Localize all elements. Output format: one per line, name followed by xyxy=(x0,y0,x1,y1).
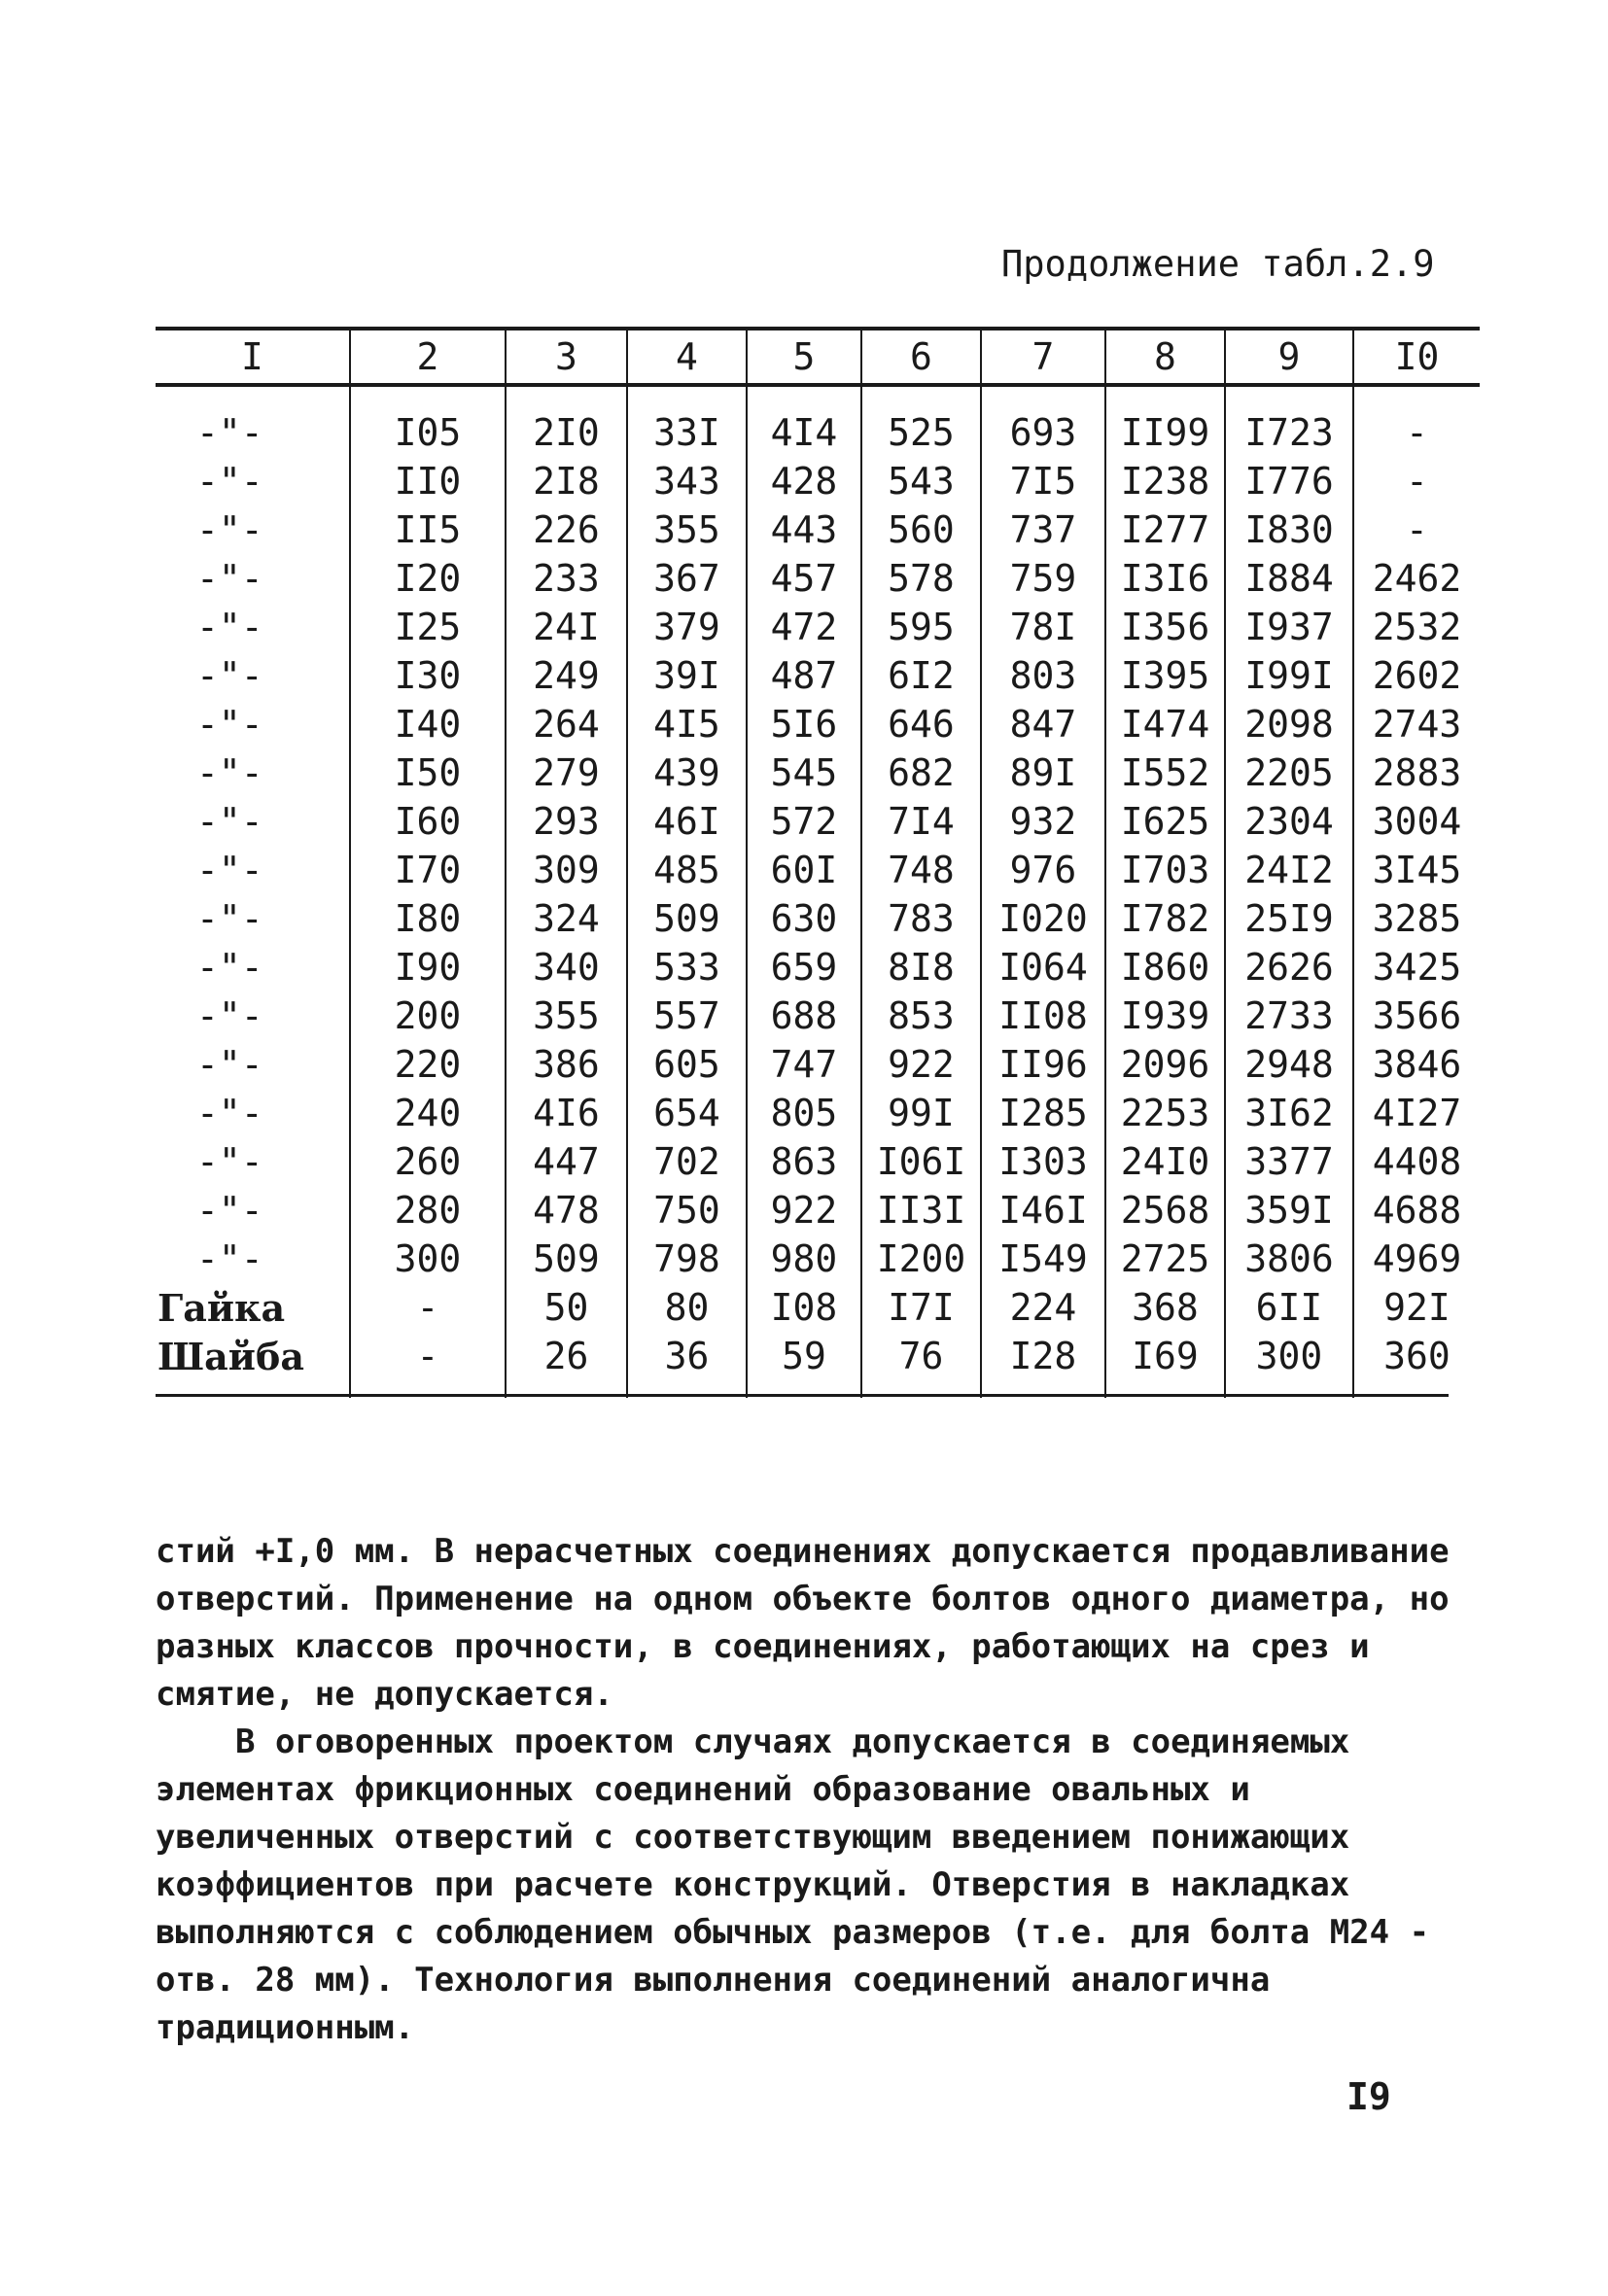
table-cell: 24I2 xyxy=(1225,846,1353,894)
table-cell: 2098 xyxy=(1225,700,1353,748)
table-cell: 5I6 xyxy=(747,700,861,748)
table-cell: I20 xyxy=(350,554,506,603)
table-cell: 457 xyxy=(747,554,861,603)
table-cell: 3285 xyxy=(1353,894,1480,943)
row-label: Гайка xyxy=(157,1285,286,1330)
table-row xyxy=(156,1137,1480,1186)
table-cell: 355 xyxy=(627,505,747,554)
table-cell: 750 xyxy=(627,1186,747,1235)
table-row xyxy=(156,846,1480,894)
row-label: -"- xyxy=(196,800,263,843)
table-cell: 572 xyxy=(747,797,861,846)
table-cell: - xyxy=(1353,505,1480,554)
table-cell: I200 xyxy=(861,1235,981,1283)
table-cell: I625 xyxy=(1105,797,1225,846)
table-row xyxy=(156,943,1480,991)
table-cell: 3846 xyxy=(1353,1040,1480,1089)
table-cell: I285 xyxy=(981,1089,1105,1137)
table-cell: 4I4 xyxy=(747,385,861,457)
table-cell: 59 xyxy=(747,1332,861,1398)
table-cell: I05 xyxy=(350,385,506,457)
table-cell: 224 xyxy=(981,1283,1105,1332)
table-cell: 702 xyxy=(627,1137,747,1186)
table-cell: 2I8 xyxy=(506,457,627,505)
table-cell: 24I xyxy=(506,603,627,651)
table-cell: I703 xyxy=(1105,846,1225,894)
table-cell: 2568 xyxy=(1105,1186,1225,1235)
table-cell: 80 xyxy=(627,1283,747,1332)
row-label: -"- xyxy=(196,849,263,891)
table-cell: 2I0 xyxy=(506,385,627,457)
table-cell: 360 xyxy=(1353,1332,1480,1398)
table-row xyxy=(156,554,1480,603)
row-label: -"- xyxy=(196,1092,263,1134)
table-cell: 200 xyxy=(350,991,506,1040)
table-cell: 578 xyxy=(861,554,981,603)
table-cell: 3004 xyxy=(1353,797,1480,846)
row-label: -"- xyxy=(196,897,263,940)
table-cell: 543 xyxy=(861,457,981,505)
table-cell: 980 xyxy=(747,1235,861,1283)
paragraph-1: стий +I,0 мм. В нерасчетных соединениях допускается продавливание отверстий. Применение на одном объекте болтов одного диаметра, но разных классов прочности, в соединениях, работающих на срез и смятие, не допускается. xyxy=(156,1532,1450,1714)
table-cell: 4I27 xyxy=(1353,1089,1480,1137)
table-cell: 485 xyxy=(627,846,747,894)
table-cell: 233 xyxy=(506,554,627,603)
row-label: -"- xyxy=(196,411,263,454)
table-cell: 324 xyxy=(506,894,627,943)
table-cell: I860 xyxy=(1105,943,1225,991)
row-label: -"- xyxy=(196,1237,263,1280)
table-cell: 439 xyxy=(627,748,747,797)
table-cell: 472 xyxy=(747,603,861,651)
table-cell: I08 xyxy=(747,1283,861,1332)
table-cell: 6II xyxy=(1225,1283,1353,1332)
table-cell: 2733 xyxy=(1225,991,1353,1040)
table-cell: 560 xyxy=(861,505,981,554)
table-cell: 24I0 xyxy=(1105,1137,1225,1186)
table-cell: 3806 xyxy=(1225,1235,1353,1283)
table-cell: I474 xyxy=(1105,700,1225,748)
table-cell: - xyxy=(350,1332,506,1398)
table-row xyxy=(156,991,1480,1040)
table-cell: 693 xyxy=(981,385,1105,457)
table-row xyxy=(156,1089,1480,1137)
table-cell: 2205 xyxy=(1225,748,1353,797)
table-cell: 2532 xyxy=(1353,603,1480,651)
row-label: -"- xyxy=(196,1189,263,1232)
table-cell: 60I xyxy=(747,846,861,894)
table-cell: 7I4 xyxy=(861,797,981,846)
table-cell: 688 xyxy=(747,991,861,1040)
table-cell: 367 xyxy=(627,554,747,603)
table-cell: II0 xyxy=(350,457,506,505)
table-cell: 249 xyxy=(506,651,627,700)
table-cell: 279 xyxy=(506,748,627,797)
table-cell: I277 xyxy=(1105,505,1225,554)
table-cell: 4I6 xyxy=(506,1089,627,1137)
table-cell: 3I45 xyxy=(1353,846,1480,894)
row-label: Шайба xyxy=(157,1334,304,1378)
table-cell: I238 xyxy=(1105,457,1225,505)
body-text xyxy=(156,1528,1458,2052)
table-row xyxy=(156,505,1480,554)
table-cell: 853 xyxy=(861,991,981,1040)
table-cell: 783 xyxy=(861,894,981,943)
table-cell: 50 xyxy=(506,1283,627,1332)
column-header: 9 xyxy=(1225,329,1353,385)
table-cell: 8I8 xyxy=(861,943,981,991)
table-cell: II3I xyxy=(861,1186,981,1235)
table-cell: II5 xyxy=(350,505,506,554)
table-cell: 300 xyxy=(1225,1332,1353,1398)
table-row xyxy=(156,748,1480,797)
table-cell: 359I xyxy=(1225,1186,1353,1235)
table-cell: 443 xyxy=(747,505,861,554)
table-cell: 557 xyxy=(627,991,747,1040)
row-label: -"- xyxy=(196,606,263,648)
table-cell: I06I xyxy=(861,1137,981,1186)
table-cell: 4I5 xyxy=(627,700,747,748)
table-cell: 226 xyxy=(506,505,627,554)
table-cell: 379 xyxy=(627,603,747,651)
table-cell: 46I xyxy=(627,797,747,846)
table-row xyxy=(156,651,1480,700)
column-header: 8 xyxy=(1105,329,1225,385)
row-label: -"- xyxy=(196,1140,263,1183)
table-cell: 2948 xyxy=(1225,1040,1353,1089)
row-label: -"- xyxy=(196,654,263,697)
table-cell: 2602 xyxy=(1353,651,1480,700)
table-cell: 509 xyxy=(506,1235,627,1283)
table-cell: I28 xyxy=(981,1332,1105,1398)
table-cell: 803 xyxy=(981,651,1105,700)
table-cell: 92I xyxy=(1353,1283,1480,1332)
table-header xyxy=(156,329,1480,385)
table-cell: 386 xyxy=(506,1040,627,1089)
column-header: 3 xyxy=(506,329,627,385)
table-cell: 525 xyxy=(861,385,981,457)
table-cell: 6I2 xyxy=(861,651,981,700)
table-cell: 2253 xyxy=(1105,1089,1225,1137)
column-header: 6 xyxy=(861,329,981,385)
data-table xyxy=(156,327,1480,1398)
row-label: -"- xyxy=(196,994,263,1037)
table-cell: II99 xyxy=(1105,385,1225,457)
table-cell: 26 xyxy=(506,1332,627,1398)
table-cell: 447 xyxy=(506,1137,627,1186)
table-cell: I3I6 xyxy=(1105,554,1225,603)
table-cell: 240 xyxy=(350,1089,506,1137)
table-cell: 646 xyxy=(861,700,981,748)
table-cell: I60 xyxy=(350,797,506,846)
table-cell: 478 xyxy=(506,1186,627,1235)
table-cell: I723 xyxy=(1225,385,1353,457)
table-body xyxy=(156,385,1480,1398)
table-cell: I40 xyxy=(350,700,506,748)
table-cell: 78I xyxy=(981,603,1105,651)
table-cell: 682 xyxy=(861,748,981,797)
table-cell: 922 xyxy=(747,1186,861,1235)
table-row xyxy=(156,700,1480,748)
table-cell: I69 xyxy=(1105,1332,1225,1398)
page-number: I9 xyxy=(1346,2075,1391,2118)
table-row xyxy=(156,797,1480,846)
table-row xyxy=(156,894,1480,943)
table-row xyxy=(156,1332,1480,1398)
table-cell: I776 xyxy=(1225,457,1353,505)
table-cell: 595 xyxy=(861,603,981,651)
table-cell: I303 xyxy=(981,1137,1105,1186)
table-cell: II08 xyxy=(981,991,1105,1040)
table-cell: 264 xyxy=(506,700,627,748)
table-cell: 220 xyxy=(350,1040,506,1089)
table-row xyxy=(156,1283,1480,1332)
table-cell: 76 xyxy=(861,1332,981,1398)
table-cell: 39I xyxy=(627,651,747,700)
table-cell: 737 xyxy=(981,505,1105,554)
table-cell: 99I xyxy=(861,1089,981,1137)
table-cell: 3377 xyxy=(1225,1137,1353,1186)
table-row xyxy=(156,1186,1480,1235)
table-cell: I395 xyxy=(1105,651,1225,700)
table-cell: I99I xyxy=(1225,651,1353,700)
table-cell: 89I xyxy=(981,748,1105,797)
row-label: -"- xyxy=(196,703,263,746)
table-cell: I70 xyxy=(350,846,506,894)
table-row xyxy=(156,603,1480,651)
table-cell: I50 xyxy=(350,748,506,797)
table-cell: 805 xyxy=(747,1089,861,1137)
table-cell: 922 xyxy=(861,1040,981,1089)
table-cell: 2626 xyxy=(1225,943,1353,991)
table-cell: 3566 xyxy=(1353,991,1480,1040)
table-cell: I782 xyxy=(1105,894,1225,943)
table-cell: 280 xyxy=(350,1186,506,1235)
table-cell: I356 xyxy=(1105,603,1225,651)
table-cell: 759 xyxy=(981,554,1105,603)
table-cell: 533 xyxy=(627,943,747,991)
row-label: -"- xyxy=(196,508,263,551)
row-label: -"- xyxy=(196,460,263,503)
table-cell: - xyxy=(1353,457,1480,505)
table-cell: 545 xyxy=(747,748,861,797)
table-cell: I30 xyxy=(350,651,506,700)
table-cell: I830 xyxy=(1225,505,1353,554)
table-cell: I937 xyxy=(1225,603,1353,651)
table-cell: 428 xyxy=(747,457,861,505)
row-label: -"- xyxy=(196,946,263,989)
table-cell: 932 xyxy=(981,797,1105,846)
table-cell: 659 xyxy=(747,943,861,991)
header-row xyxy=(156,329,1480,385)
table-cell: I90 xyxy=(350,943,506,991)
row-label: -"- xyxy=(196,1043,263,1086)
table-cell: 260 xyxy=(350,1137,506,1186)
table-caption: Продолжение табл.2.9 xyxy=(1001,243,1435,285)
column-header: I0 xyxy=(1353,329,1480,385)
table-cell: 847 xyxy=(981,700,1105,748)
column-header: I xyxy=(156,329,350,385)
table-cell: 3425 xyxy=(1353,943,1480,991)
table-cell: 863 xyxy=(747,1137,861,1186)
table-cell: I020 xyxy=(981,894,1105,943)
table-cell: 509 xyxy=(627,894,747,943)
table-row xyxy=(156,1235,1480,1283)
table-cell: I25 xyxy=(350,603,506,651)
table-cell: - xyxy=(1353,385,1480,457)
table-cell: I939 xyxy=(1105,991,1225,1040)
table-cell: 4969 xyxy=(1353,1235,1480,1283)
paragraph-2: В оговоренных проектом случаях допускается в соединяемых элементах фрикционных соединений образование овальных и увеличенных отверстий с соответствующим введением понижающих коэффициентов при расчете конструкций. Отверстия в накладках выполняются с соблюдением обычных размеров (т.е. для болта М24 - отв. 28 мм). Технология выполнения соединений аналогична традиционным. xyxy=(156,1722,1430,2047)
table-row xyxy=(156,1040,1480,1089)
table-cell: 605 xyxy=(627,1040,747,1089)
column-header: 5 xyxy=(747,329,861,385)
table-cell: 340 xyxy=(506,943,627,991)
table-bottom-rule xyxy=(156,1394,1449,1397)
column-header: 7 xyxy=(981,329,1105,385)
table-cell: 36 xyxy=(627,1332,747,1398)
table-row xyxy=(156,457,1480,505)
table-cell: 2304 xyxy=(1225,797,1353,846)
table-row xyxy=(156,385,1480,457)
table-cell: II96 xyxy=(981,1040,1105,1089)
table-cell: 368 xyxy=(1105,1283,1225,1332)
table-cell: 293 xyxy=(506,797,627,846)
table-cell: 25I9 xyxy=(1225,894,1353,943)
table-cell: 747 xyxy=(747,1040,861,1089)
table-cell: 2883 xyxy=(1353,748,1480,797)
table-cell: I884 xyxy=(1225,554,1353,603)
table-cell: 3I62 xyxy=(1225,1089,1353,1137)
table-cell: 4408 xyxy=(1353,1137,1480,1186)
column-header: 2 xyxy=(350,329,506,385)
table-cell: 2462 xyxy=(1353,554,1480,603)
table-cell: 2725 xyxy=(1105,1235,1225,1283)
table-cell: 487 xyxy=(747,651,861,700)
row-label: -"- xyxy=(196,557,263,600)
table-cell: 33I xyxy=(627,385,747,457)
table-cell: 748 xyxy=(861,846,981,894)
table-cell: 976 xyxy=(981,846,1105,894)
table-cell: I549 xyxy=(981,1235,1105,1283)
table-cell: 2096 xyxy=(1105,1040,1225,1089)
table-cell: 2743 xyxy=(1353,700,1480,748)
table-cell: 630 xyxy=(747,894,861,943)
table-cell: 798 xyxy=(627,1235,747,1283)
table-cell: 654 xyxy=(627,1089,747,1137)
table-cell: I46I xyxy=(981,1186,1105,1235)
data-table-wrap xyxy=(156,327,1480,1398)
table-cell: 7I5 xyxy=(981,457,1105,505)
row-label: -"- xyxy=(196,751,263,794)
table-cell: - xyxy=(350,1283,506,1332)
table-cell: I064 xyxy=(981,943,1105,991)
table-cell: I80 xyxy=(350,894,506,943)
table-cell: 355 xyxy=(506,991,627,1040)
table-cell: I7I xyxy=(861,1283,981,1332)
table-cell: 4688 xyxy=(1353,1186,1480,1235)
table-cell: I552 xyxy=(1105,748,1225,797)
table-cell: 309 xyxy=(506,846,627,894)
table-cell: 343 xyxy=(627,457,747,505)
table-cell: 300 xyxy=(350,1235,506,1283)
column-header: 4 xyxy=(627,329,747,385)
